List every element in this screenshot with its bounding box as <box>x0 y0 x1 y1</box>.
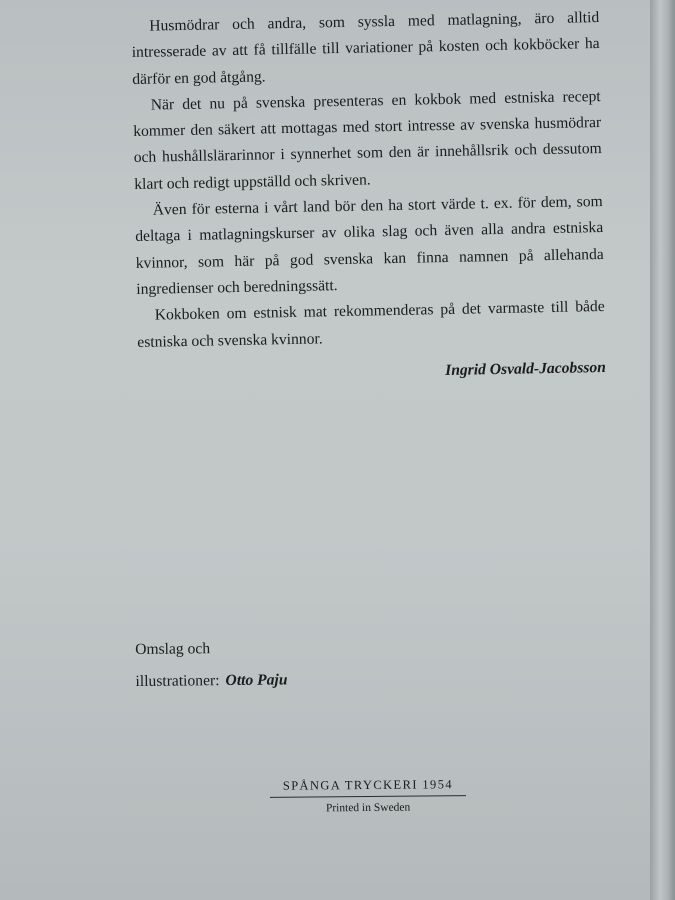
illustrator-name: Otto Paju <box>225 671 288 690</box>
foreword-text <box>131 5 606 390</box>
credits-line-1: Omslag och <box>135 640 211 658</box>
next-page-edge <box>650 0 675 900</box>
printer-name: SPÅNGA TRYCKERI 1954 <box>282 777 454 793</box>
illustration-credits <box>135 632 288 698</box>
credits-label: illustrationer: <box>135 672 220 690</box>
paragraph-4: Kokboken om estnisk mat rekommenderas på det varmaste till både estniska och svenska kvinnor. <box>137 298 605 351</box>
signature: Ingrid Osvald-Jacobsson <box>445 358 607 379</box>
paragraph-2: När det nu på svenska presenteras en kokbok med estniska recept kommer den säkert att mottagas med stort intresse av svenska husmödrar och hushållslärarinnor i synnerhet som den är innehållsrik och dessutom klart och redigt uppställd och skriven. <box>133 87 602 193</box>
printer-imprint <box>268 777 468 815</box>
printed-in: Printed in Sweden <box>325 801 411 815</box>
paragraph-1: Husmödrar och andra, som syssla med matlagning, äro alltid intresserade av att få tillfälle till variationer på kosten och kokböcker ha därför en god åtgång. <box>131 9 600 88</box>
paragraph-3: Även för esterna i vårt land bör den ha stort värde t. ex. för dem, som deltaga i matlagningskurser av olika slag och även alla andra estniska kvinnor, som här på god svenska kan finna namnen på allehanda ingredienser och beredningssätt. <box>135 193 604 298</box>
credits-line-2 <box>135 664 287 698</box>
